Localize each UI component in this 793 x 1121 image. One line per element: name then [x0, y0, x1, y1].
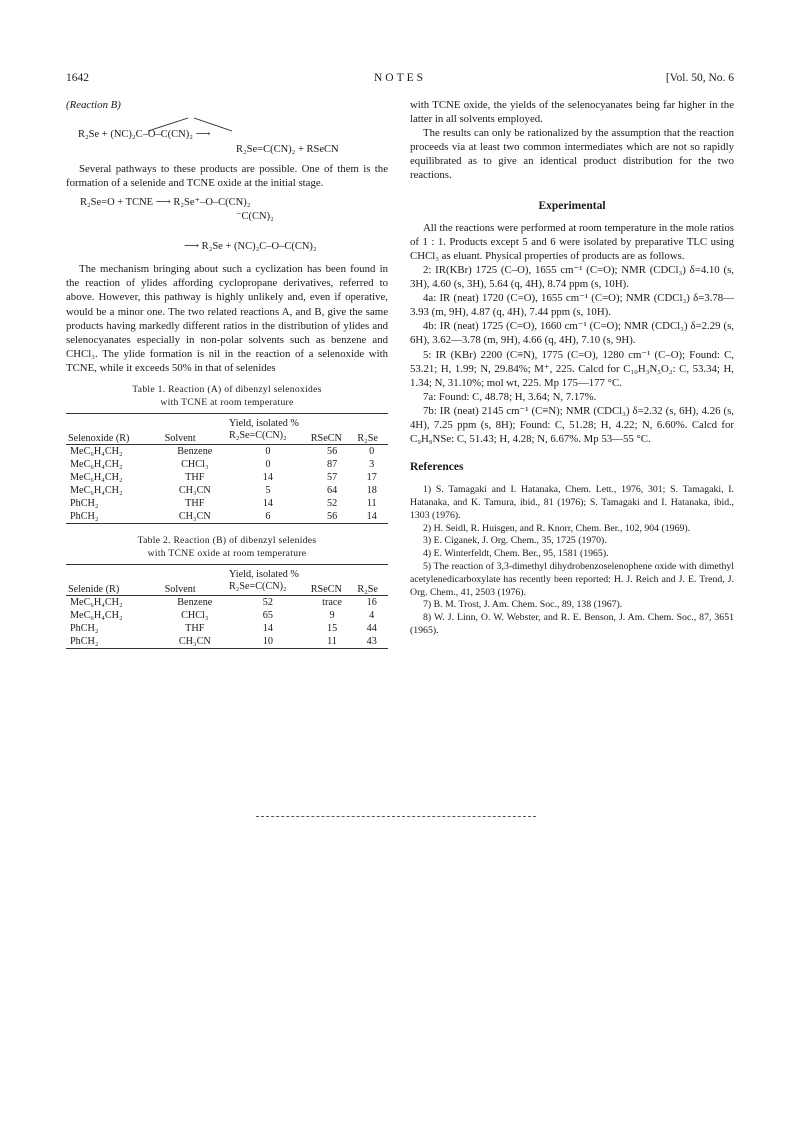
- table-cell: 56: [326, 446, 338, 458]
- reference-item: 7) B. M. Trost, J. Am. Chem. Soc., 89, 138 (1967).: [423, 599, 623, 611]
- column-header: Yield, isolated %: [228, 418, 299, 430]
- column-header: R₂Se: [357, 432, 378, 444]
- column-header: Selenide (R): [68, 583, 120, 595]
- table-cell: 44: [366, 623, 377, 635]
- table-row: [66, 510, 388, 524]
- table-cell: 18: [366, 485, 377, 497]
- column-header: RSeCN: [310, 432, 342, 444]
- table-cell: 3: [369, 459, 375, 471]
- table-2-caption: [66, 534, 388, 560]
- references-list: [410, 484, 734, 638]
- table-cell: CH₃CN: [178, 485, 211, 497]
- table-1-caption: [66, 383, 388, 409]
- table-2: [66, 564, 388, 649]
- right-column: [410, 98, 734, 638]
- table-row: [66, 458, 388, 471]
- caption-line: Table 1. Reaction (A) of dibenzyl selenoxides: [132, 384, 322, 396]
- column-header: RSeCN: [310, 583, 342, 595]
- table-cell: 57: [326, 472, 338, 484]
- table-row: [66, 484, 388, 497]
- paragraph: The mechanism bringing about such a cyclization has been found in the reaction of ylides affording cyclopropane derivatives, referred to above. However, this pathway is highly unlikely and, even if operative, would be a minor one. The two related reactions A, and B, give the same products having markedly different ratios in the distribution of ylides and selenocyanates especially in non-polar solvents such as benzene and CHCl₃. The ylide formation is nil in the reaction of a selenoxide with TCNE, while it exceeds 50% in that of selenides: [66, 263, 388, 374]
- page-number: 1642: [66, 72, 89, 84]
- reference-item: 4) E. Winterfeldt, Chem. Ber., 95, 1581 (1965).: [423, 548, 609, 560]
- table-cell: 11: [366, 498, 377, 510]
- column-header: Solvent: [164, 583, 196, 595]
- table-cell: PhCH₂: [70, 623, 99, 635]
- table-cell: CHCl₃: [181, 610, 209, 622]
- table-cell: MeC₆H₄CH₂: [70, 459, 123, 471]
- table-cell: 14: [262, 498, 273, 510]
- running-header: [66, 72, 734, 88]
- reference-item: 5) The reaction of 3,3-dimethyl dihydrobenzoselenophene oxide with dimethyl acetylenedicarboxylate has recently been reported: H. J. Reich and J. E. Trend, J. Org. Chem., 41, 2503 (1976).: [410, 561, 734, 598]
- equation-line-2: R₂Se=C(CN)₂ + RSeCN: [236, 144, 339, 156]
- equation-line-2: ⁻C(CN)₂: [236, 211, 274, 223]
- paragraph: Several pathways to these products are possible. One of them is the formation of a selenide and TCNE oxide at the initial stage.: [66, 163, 388, 190]
- compound-data: 4b: IR (neat) 1725 (C=O), 1660 cm⁻¹ (C=O); NMR (CDCl₃) δ=2.29 (s, 6H), 3.62—3.78 (m, 9H), 4.66 (q, 4H), 7.10 (s, 9H).: [410, 320, 734, 347]
- table-cell: 14: [262, 472, 273, 484]
- experimental-heading: Experimental: [538, 199, 606, 212]
- equation-line-1: R₂Se + (NC)₂C–O–C(CN)₂ ⟶: [78, 129, 211, 141]
- table-cell: 14: [366, 511, 377, 523]
- column-header: Selenoxide (R): [68, 432, 130, 444]
- table-cell: THF: [185, 498, 205, 510]
- reaction-a-equation: [66, 196, 388, 262]
- table-cell: 10: [262, 636, 273, 648]
- table-row: [66, 609, 388, 622]
- caption-line: Table 2. Reaction (B) of dibenzyl selenides: [137, 535, 317, 547]
- table-cell: 56: [326, 511, 338, 523]
- compound-data: 7b: IR (neat) 2145 cm⁻¹ (C≡N); NMR (CDCl₃) δ=2.32 (s, 6H), 4.26 (s, 4H), 7.25 ppm (s, 8H); Found: C, 51.28; H, 4.22; N, 6.60%. Calcd for C₉H₉NSe: C, 51.43; H, 4.28; N, 6.67%. Mp 53—55 °C.: [410, 404, 734, 446]
- left-column: [66, 98, 388, 649]
- table-cell: Benzene: [177, 597, 213, 609]
- table-cell: THF: [185, 623, 205, 635]
- reference-item: 2) H. Seidl, R. Huisgen, and R. Knorr, Chem. Ber., 102, 904 (1969).: [423, 522, 691, 534]
- column-header: R₂Se=C(CN)₂: [228, 429, 287, 441]
- equation-line-1: R₂Se=O + TCNE ⟶ R₂Se⁺–O–C(CN)₂: [80, 197, 251, 209]
- end-divider: [256, 816, 536, 817]
- references-heading: References: [410, 461, 464, 474]
- table-cell: CH₃CN: [178, 636, 211, 648]
- table-cell: 5: [265, 485, 271, 497]
- compound-data: 4a: IR (neat) 1720 (C=O), 1655 cm⁻¹ (C=O); NMR (CDCl₃) δ=3.78—3.93 (m, 9H), 4.87 (q, 4H), 7.44 ppm (s, 10H).: [410, 292, 734, 319]
- table-cell: 52: [326, 498, 338, 510]
- table-row: [66, 596, 388, 610]
- table-cell: THF: [185, 472, 205, 484]
- reaction-b-label: (Reaction B): [66, 99, 121, 111]
- paragraph: with TCNE oxide, the yields of the selenocyanates being far higher in the latter in all solvents employed.: [410, 99, 734, 126]
- table-cell: 64: [326, 485, 338, 497]
- reference-item: 8) W. J. Linn, O. W. Webster, and R. E. Benson, J. Am. Chem. Soc., 87, 3651 (1965).: [410, 612, 734, 637]
- table-cell: 17: [366, 472, 377, 484]
- table-cell: 52: [262, 597, 273, 609]
- table-cell: 14: [262, 623, 273, 635]
- table-cell: 87: [326, 459, 338, 471]
- reference-item: 1) S. Tamagaki and I. Hatanaka, Chem. Lett., 1976, 301; S. Tamagaki, I. Hatanaka, and K. Tamura, ibid., 81 (1976); S. Tamagaki and I. Hatanaka, ibid., 1303 (1976).: [410, 484, 734, 521]
- volume-info: [Vol. 50, No. 6: [665, 72, 734, 84]
- table-cell: PhCH₂: [70, 511, 99, 523]
- table-cell: MeC₆H₄CH₂: [70, 597, 123, 609]
- paragraph: The results can only be rationalized by the assumption that the reaction proceeds via at least two common intermediates which are not so rapidly equilibrated as to give an identical product distribution for the two reactions.: [410, 127, 734, 182]
- caption-line: with TCNE oxide at room temperature: [147, 548, 307, 560]
- compound-data: 5: IR (KBr) 2200 (C≡N), 1775 (C=O), 1280 cm⁻¹ (C–O); Found: C, 53.21; H, 1.99; N, 29.84%; M⁺, 225. Calcd for C₁₀H₃N₅O₂: C, 53.34; H, 1.34; N, 31.10%; mol wt, 225. Mp 175—177 °C.: [410, 348, 734, 389]
- table-cell: trace: [322, 597, 342, 609]
- table-cell: MeC₆H₄CH₂: [70, 485, 123, 497]
- table-row: [66, 497, 388, 510]
- table-row: [66, 622, 388, 635]
- table-cell: 0: [265, 459, 271, 471]
- table-cell: 0: [369, 446, 375, 458]
- table-row: [66, 445, 388, 459]
- compound-data: 2: IR(KBr) 1725 (C–O), 1655 cm⁻¹ (C=O); NMR (CDCl₃) δ=4.10 (s, 3H), 4.60 (s, 3H), 5.64 (q, 4H), 8.74 ppm (s, 10H).: [410, 263, 734, 291]
- table-row: [66, 635, 388, 649]
- table-cell: CH₃CN: [178, 511, 211, 523]
- table-cell: 11: [327, 636, 337, 648]
- table-cell: 65: [262, 610, 273, 622]
- table-cell: 16: [366, 597, 377, 609]
- column-header: Solvent: [164, 432, 196, 444]
- table-cell: 4: [369, 610, 375, 622]
- reference-item: 3) E. Ciganek, J. Org. Chem., 35, 1725 (1970).: [423, 535, 607, 547]
- table-cell: 43: [366, 636, 377, 648]
- column-header: R₂Se=C(CN)₂: [228, 580, 287, 592]
- table-cell: PhCH₂: [70, 498, 99, 510]
- table-cell: Benzene: [177, 446, 213, 458]
- table-cell: MeC₆H₄CH₂: [70, 610, 123, 622]
- table-cell: 0: [265, 446, 271, 458]
- table-cell: CHCl₃: [181, 459, 209, 471]
- table-cell: MeC₆H₄CH₂: [70, 472, 123, 484]
- journal-section-title: NOTES: [373, 72, 427, 84]
- table-row: [66, 471, 388, 484]
- table-1: [66, 413, 388, 524]
- compound-data: 7a: Found: C, 48.78; H, 3.64; N, 7.17%.: [423, 390, 597, 403]
- column-header: Yield, isolated %: [228, 569, 299, 581]
- table-cell: MeC₆H₄CH₂: [70, 446, 123, 458]
- table-cell: 15: [326, 623, 338, 635]
- table-cell: 6: [265, 511, 271, 523]
- caption-line: with TCNE at room temperature: [160, 397, 294, 409]
- paragraph: All the reactions were performed at room temperature in the mole ratios of 1 : 1. Products except 5 and 6 were isolated by preparative TLC using CHCl₃ as eluant. Physical properties of products are as follows.: [410, 221, 734, 262]
- equation-line-3: ⟶ R₂Se + (NC)₂C–O–C(CN)₂: [184, 241, 317, 253]
- reaction-b-equation: [66, 112, 388, 156]
- table-cell: PhCH₂: [70, 636, 99, 648]
- table-cell: 9: [329, 610, 335, 622]
- column-header: R₂Se: [357, 583, 378, 595]
